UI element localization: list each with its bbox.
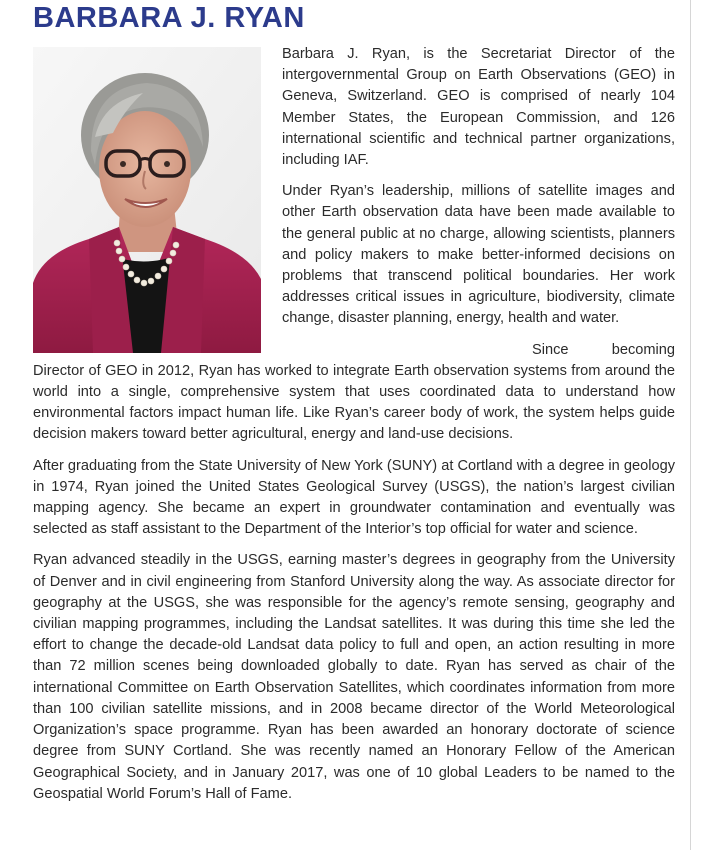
bio-paragraph-5: Ryan advanced steadily in the USGS, earning master’s degrees in geography from the University of Denver and in civil engineering from Stanford University along the way. As associate director for geography at the USGS, she was responsible for the agency’s remote sensing, geography and civilian mapping programmes, including the Landsat satellites. It was during this time she led the effort to change the decade-old Landsat data policy to full and open, an action resulting in more than 72 million scenes being downloaded globally to date. Ryan has served as chair of the international Committee on Earth Observation Satellites, which coordinates information from more than 100 civilian satellite missions, and in 2008 became director of the World Meteorological Organization’s space programme. Ryan has been awarded an honorary doctorate of science degree from SUNY Cortland. She was recently named an Honorary Fellow of the American Geographical Society, and in January 2017, was one of 10 global Leaders to be named to the Geospatial World Forum’s Hall of Fame.	[33, 552, 675, 802]
bio-paragraph-1: Barbara J. Ryan, is the Secretariat Director of the intergovernmental Group on Earth Observations (GEO) in Geneva, Switzerland. GEO is comprised of nearly 104 Member States, the European Commission, and 126 international scientific and technical partner organizations, including IAF.	[282, 46, 675, 169]
article-body	[33, 44, 675, 805]
portrait-photo	[33, 47, 261, 353]
page-title: BARBARA J. RYAN	[33, 2, 305, 34]
bio-paragraph-3: Since becoming Director of GEO in 2012, Ryan has worked to integrate Earth observation systems from around the world into a single, comprehensive system that uses coordinated data to understand how environmental factors impact human life. Like Ryan’s career body of work, the system helps guide decision makers toward better agricultural, energy and land-use decisions.	[33, 341, 675, 443]
bio-paragraph-2: Under Ryan’s leadership, millions of satellite images and other Earth observation data have been made available to the general public at no charge, allowing scientists, planners and policy makers to make better-informed decisions on problems that transcend political boundaries. Her work addresses critical issues in agriculture, biodiversity, climate change, disaster planning, energy, health and water.	[282, 183, 675, 327]
bio-paragraph-4: After graduating from the State University of New York (SUNY) at Cortland with a degree in geology in 1974, Ryan joined the United States Geological Survey (USGS), the nation’s largest civilian mapping agency. She became an expert in groundwater contamination and eventually was selected as staff assistant to the Department of the Interior’s top official for water and science.	[33, 457, 675, 538]
